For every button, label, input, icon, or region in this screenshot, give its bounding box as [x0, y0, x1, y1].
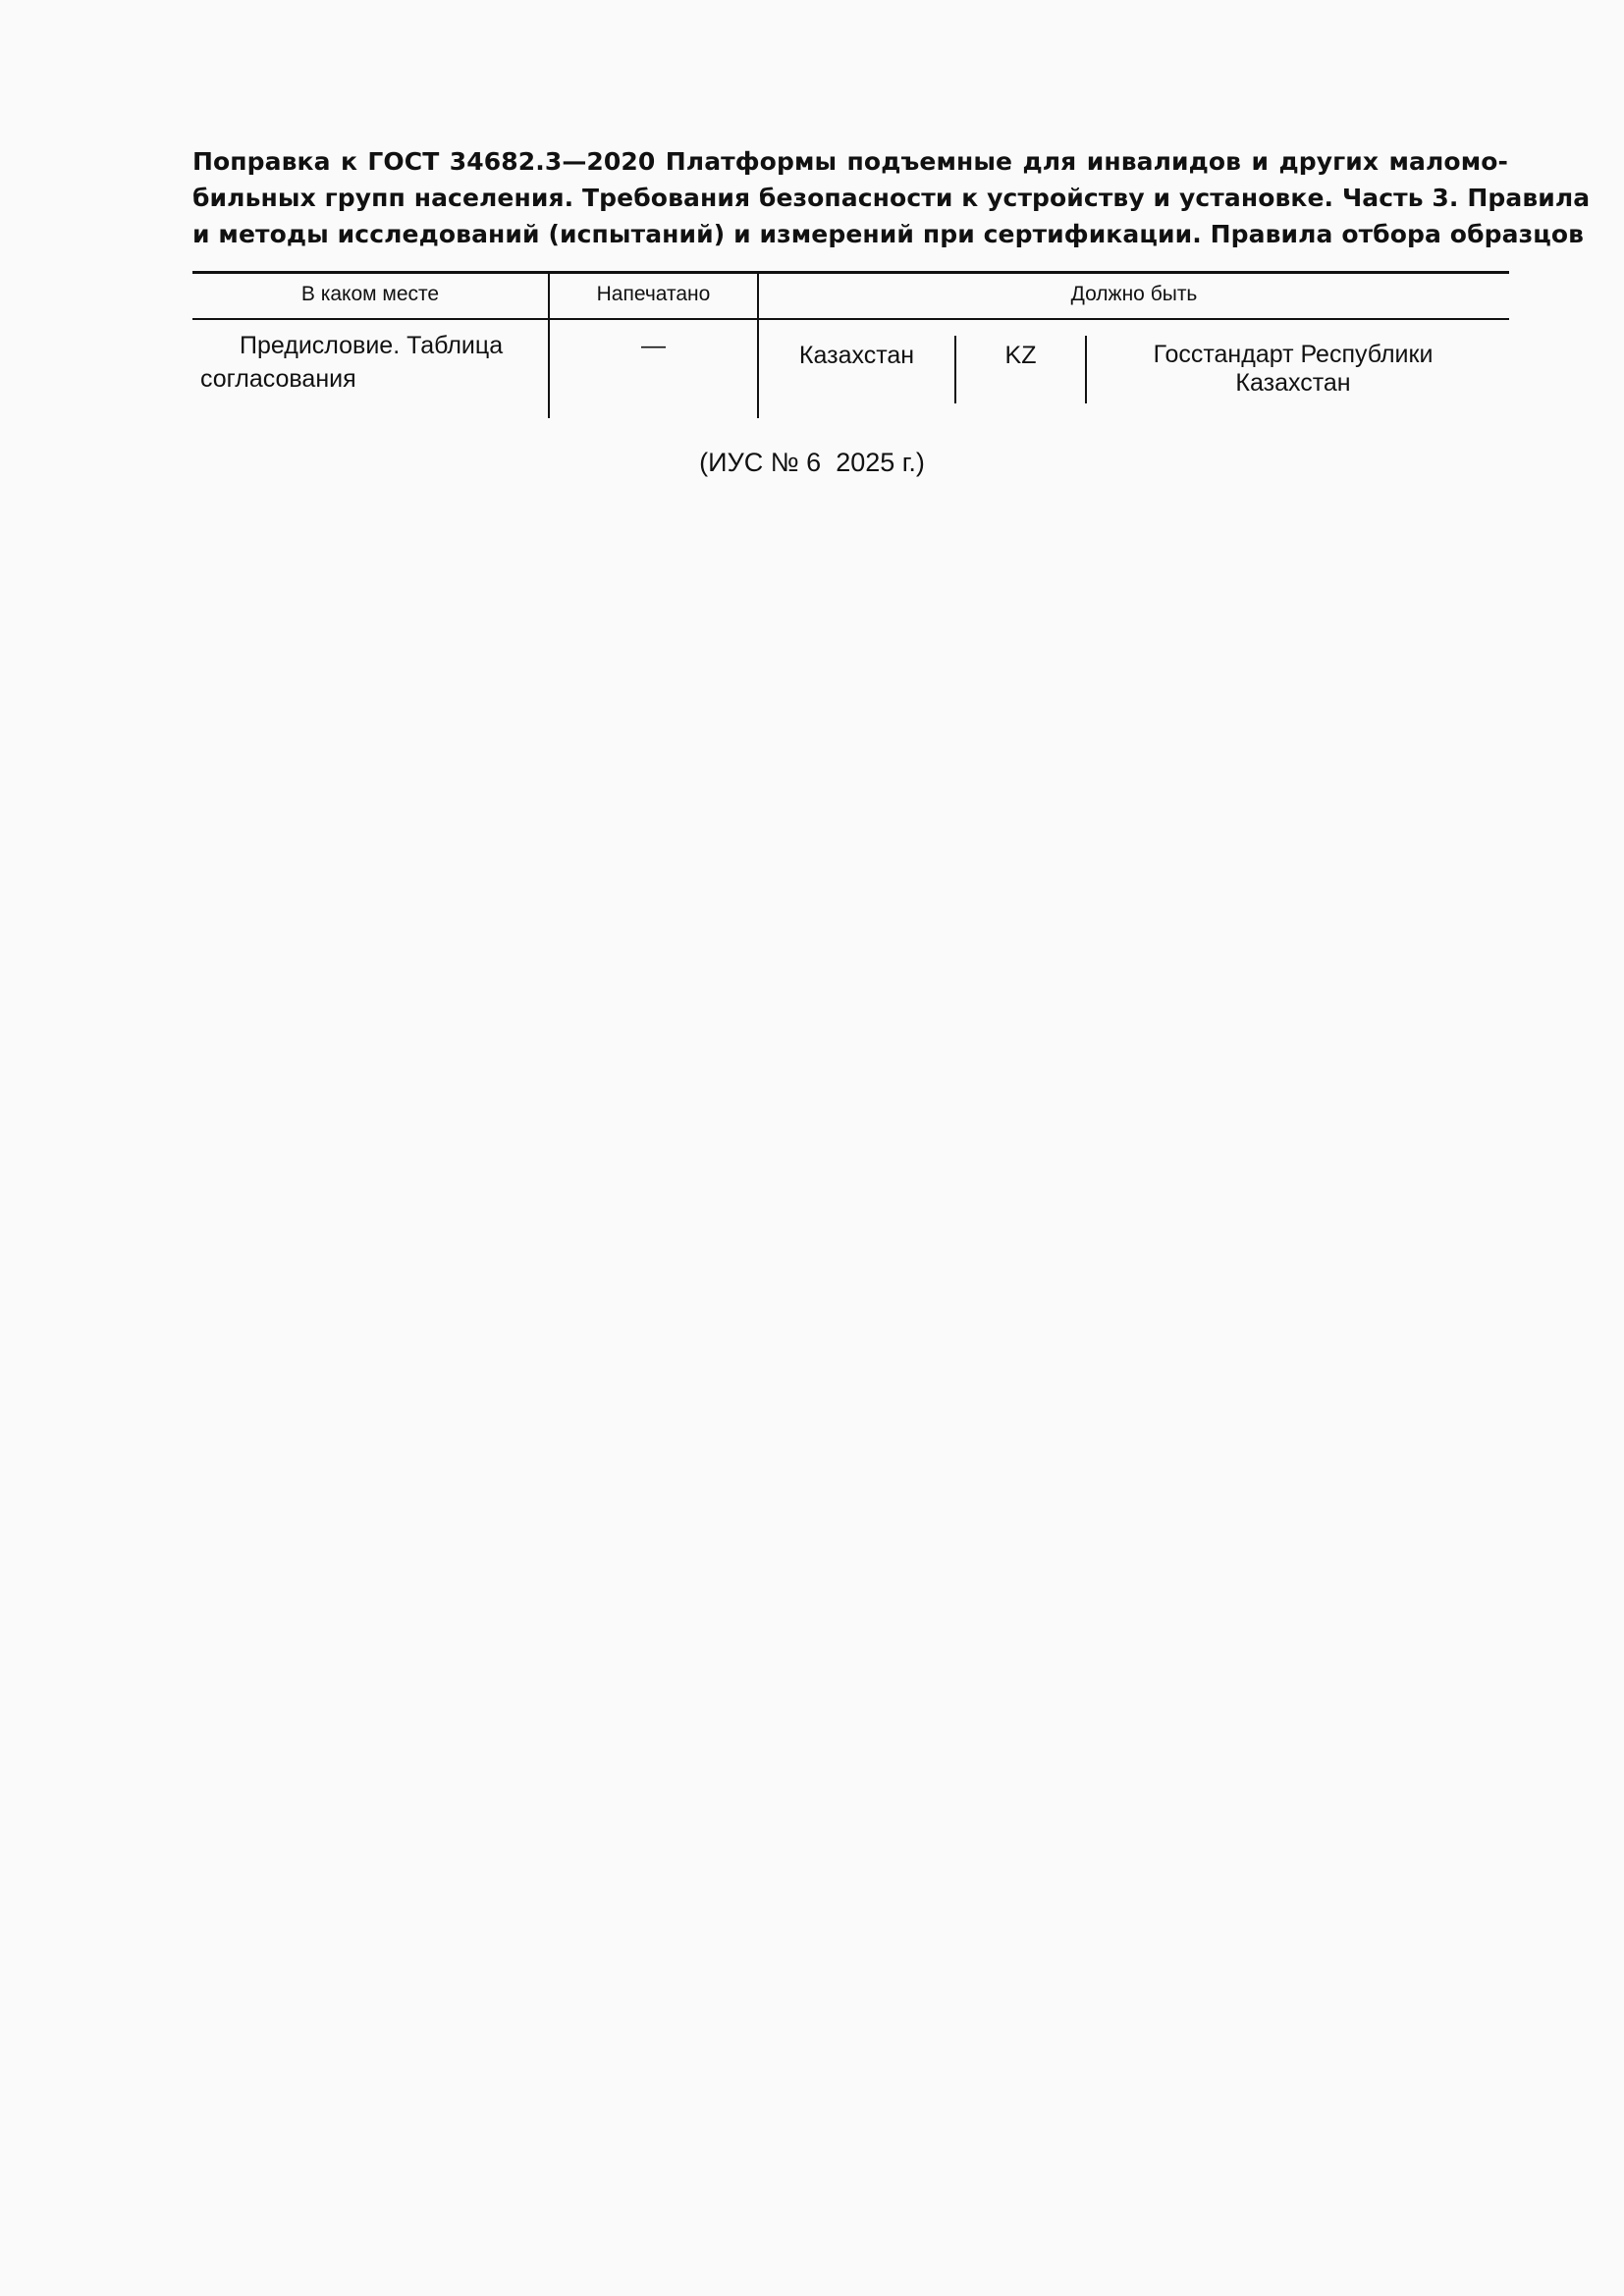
- cell-organization-line-1: Госстандарт Республики: [1153, 341, 1434, 368]
- cell-organization-line-2: Казахстан: [1235, 369, 1351, 397]
- document-title: [192, 143, 1591, 252]
- title-line-2: бильных групп населения. Требования безопасности к устройству и установке. Часть 3. Правила: [192, 184, 1591, 212]
- cell-printed: —: [641, 332, 666, 359]
- cell-code: KZ: [1004, 342, 1037, 369]
- title-line-3: и методы исследований (испытаний) и измерений при сертификации. Правила отбора образцов: [192, 220, 1585, 248]
- table-top-rule: [192, 271, 1509, 274]
- header-place: В каком месте: [300, 283, 440, 305]
- header-should-be: Должно быть: [1070, 283, 1198, 305]
- cell-place: [200, 329, 534, 396]
- cell-organization: [1087, 341, 1499, 398]
- issue-reference: (ИУС № 6 2025 г.): [699, 448, 925, 477]
- cell-place-line-1: Предисловие. Таблица: [240, 332, 504, 359]
- header-printed: Напечатано: [596, 283, 711, 305]
- cell-place-line-2: согласования: [200, 365, 356, 393]
- table-header-rule: [192, 318, 1509, 320]
- cell-country: Казахстан: [798, 342, 915, 369]
- title-line-1: Поправка к ГОСТ 34682.3—2020 Платформы подъемные для инвалидов и других маломо-: [192, 147, 1508, 176]
